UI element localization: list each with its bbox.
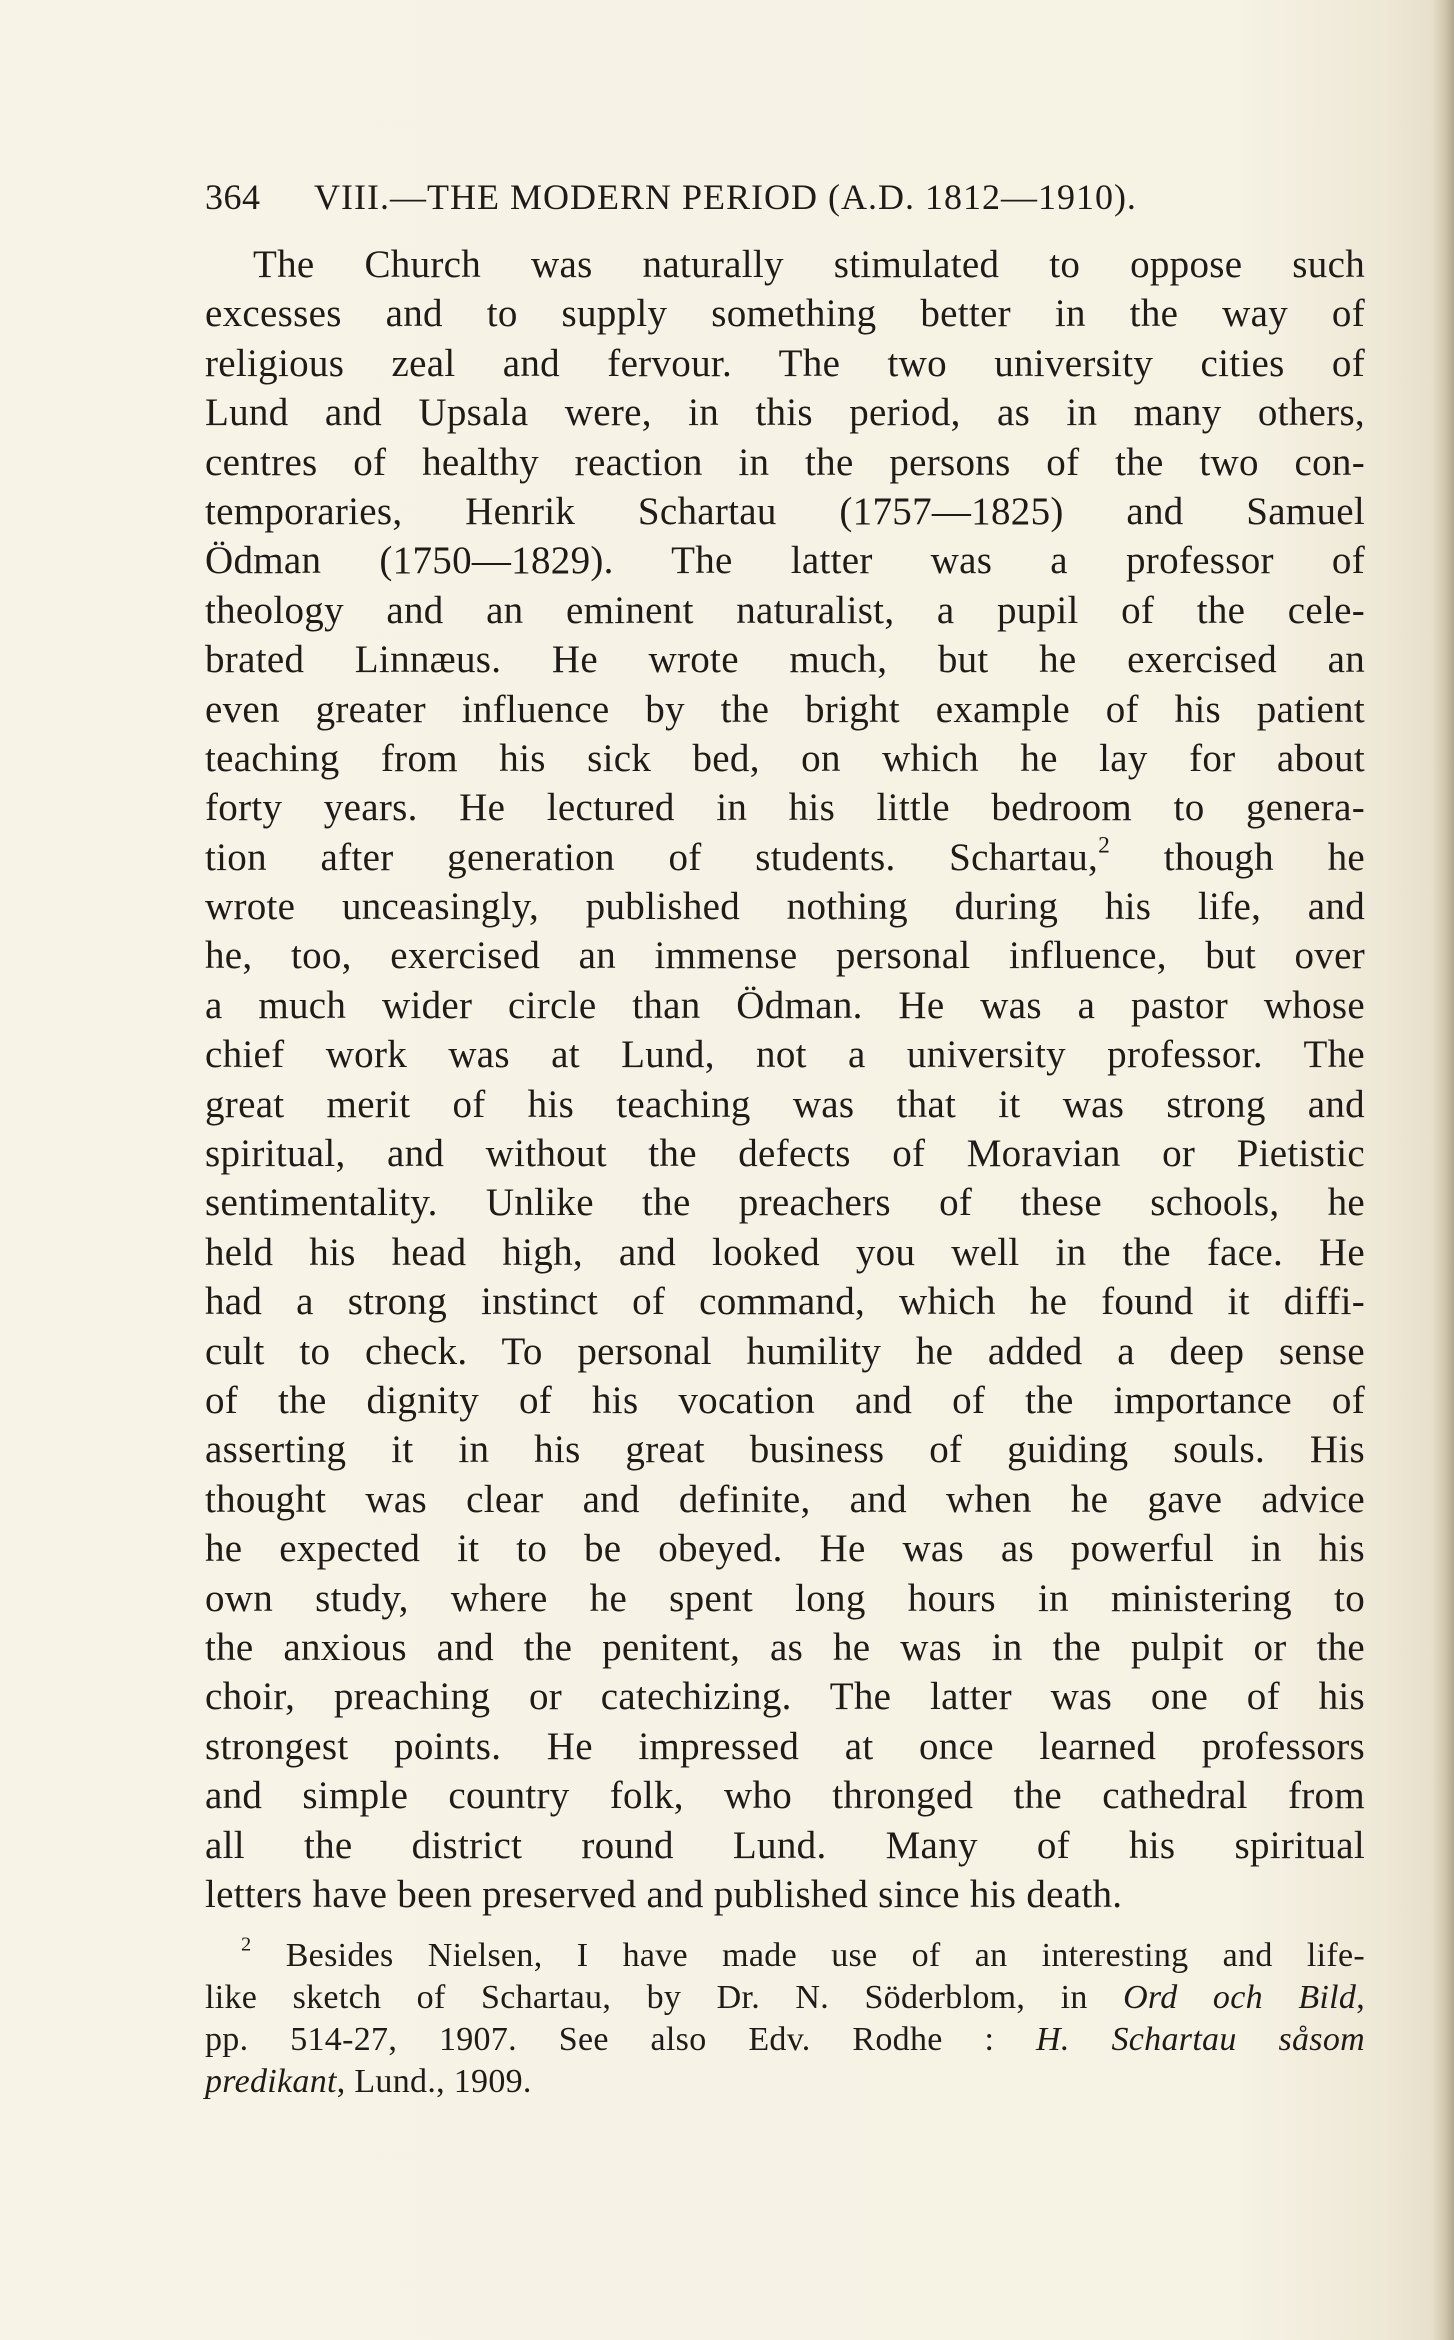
text-line: choir, preaching or catechizing. The latter was one of his bbox=[205, 1675, 1365, 1719]
text-line: held his head high, and looked you well in the face. He bbox=[205, 1230, 1365, 1274]
text-line: letters have been preserved and published since his death. bbox=[205, 1872, 1123, 1916]
cited-title: Ord och Bild bbox=[1123, 1979, 1357, 2016]
footnote-line bbox=[205, 2019, 1365, 2061]
text-line: asserting it in his great business of guiding souls. His bbox=[205, 1428, 1365, 1472]
footnote-line bbox=[205, 1977, 1365, 2019]
text-line: he, too, exercised an immense personal influence, but over bbox=[205, 934, 1365, 978]
text-line: The Church was naturally stimulated to oppose such bbox=[253, 243, 1365, 286]
text-line: own study, where he spent long hours in ministering to bbox=[205, 1576, 1365, 1620]
text-line: sentimentality. Unlike the preachers of these schools, he bbox=[205, 1181, 1365, 1225]
text-line: spiritual, and without the defects of Moravian or Pietistic bbox=[205, 1132, 1365, 1176]
text-segment: Besides Nielsen, I have made use of an interesting and life- bbox=[251, 1937, 1365, 1974]
text-line: he expected it to be obeyed. He was as powerful in his bbox=[205, 1527, 1365, 1571]
text-line-with-footnote-ref bbox=[205, 833, 1365, 882]
text-line: teaching from his sick bed, on which he lay for about bbox=[205, 736, 1365, 780]
text-line: of the dignity of his vocation and of the importance of bbox=[205, 1378, 1365, 1422]
running-head bbox=[205, 172, 1205, 222]
text-line: great merit of his teaching was that it was strong and bbox=[205, 1082, 1365, 1126]
text-segment: pp. 514-27, 1907. See also Edv. Rodhe : bbox=[205, 2021, 1037, 2058]
footnote-reference: 2 bbox=[1098, 832, 1111, 859]
footnote-marker: 2 bbox=[241, 1933, 252, 1956]
text-line: wrote unceasingly, published nothing during his life, and bbox=[205, 885, 1365, 929]
text-line: temporaries, Henrik Schartau (1757—1825) and Samuel bbox=[205, 489, 1365, 533]
text-segment: , bbox=[1356, 1979, 1365, 2016]
footnote bbox=[205, 1935, 1365, 2103]
text-segment: , Lund., 1909. bbox=[336, 2063, 532, 2100]
running-title: VIII.—THE MODERN PERIOD (A.D. 1812—1910). bbox=[314, 177, 1137, 217]
text-line: thought was clear and definite, and when he gave advice bbox=[205, 1477, 1365, 1521]
page-number: 364 bbox=[205, 177, 261, 217]
text-line: a much wider circle than Ödman. He was a pastor whose bbox=[205, 983, 1365, 1027]
text-line: brated Linnæus. He wrote much, but he exercised an bbox=[205, 638, 1365, 682]
text-line: cult to check. To personal humility he added a deep sense bbox=[205, 1329, 1365, 1373]
text-line: all the district round Lund. Many of his spiritual bbox=[205, 1823, 1365, 1867]
text-segment: tion after generation of students. Schartau, bbox=[205, 835, 1099, 879]
text-line: Ödman (1750—1829). The latter was a professor of bbox=[205, 539, 1365, 583]
footnote-line bbox=[205, 2061, 1365, 2103]
cited-title: predikant bbox=[205, 2063, 337, 2100]
cited-title: H. Schartau såsom bbox=[1036, 2021, 1365, 2058]
text-line: theology and an eminent naturalist, a pupil of the cele- bbox=[205, 588, 1365, 632]
text-line: Lund and Upsala were, in this period, as in many others, bbox=[205, 391, 1365, 435]
text-line: had a strong instinct of command, which he found it diffi- bbox=[205, 1280, 1365, 1324]
text-segment: though he bbox=[1110, 835, 1365, 879]
text-line: the anxious and the penitent, as he was in the pulpit or the bbox=[205, 1625, 1365, 1669]
page-edge-shadow bbox=[1432, 0, 1454, 2340]
text-line: strongest points. He impressed at once learned professors bbox=[205, 1724, 1365, 1768]
text-line: chief work was at Lund, not a university professor. The bbox=[205, 1033, 1365, 1077]
text-line: forty years. He lectured in his little bedroom to genera- bbox=[205, 786, 1365, 830]
text-segment: like sketch of Schartau, by Dr. N. Söderblom, in bbox=[205, 1979, 1124, 2016]
text-line: excesses and to supply something better in the way of bbox=[205, 292, 1365, 336]
footnote-line bbox=[205, 1935, 1365, 1977]
text-line: even greater influence by the bright example of his patient bbox=[205, 687, 1365, 731]
text-line: centres of healthy reaction in the persons of the two con- bbox=[205, 440, 1365, 484]
text-line: and simple country folk, who thronged the cathedral from bbox=[205, 1774, 1365, 1818]
body-paragraph bbox=[205, 240, 1365, 1919]
text-line: religious zeal and fervour. The two university cities of bbox=[205, 341, 1365, 385]
